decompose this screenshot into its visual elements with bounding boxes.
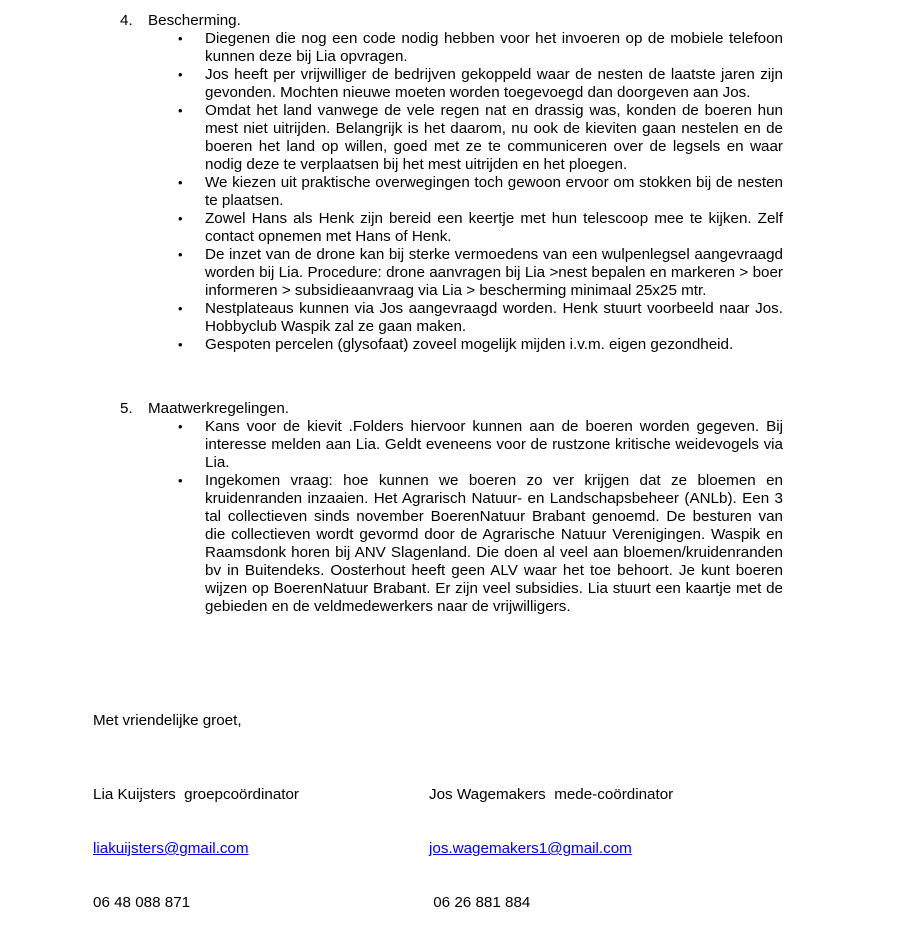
bullet-icon: • [178, 247, 183, 262]
list-item: • De inzet van de drone kan bij sterke vermoedens van een wulpenlegsel aangevraagd worden bij Lia. Procedure: drone aanvragen bij Lia >nest bepalen en markeren > boer informeren > subsidieaanvraag via Lia > bescherming minimaal 25x25 mtr. [178, 246, 783, 299]
bullet-icon: • [178, 301, 183, 316]
contact-phone: 06 48 088 871 [93, 894, 191, 911]
list-item: • Jos heeft per vrijwilliger de bedrijven gekoppeld waar de nesten de laatste jaren zijn gevonden. Mochten nieuwe moeten worden toegevoegd dan doorgeven aan Jos. [178, 66, 783, 101]
bullet-list [120, 30, 783, 354]
section-number: 4. [120, 12, 133, 29]
bullet-icon: • [178, 419, 183, 434]
list-item: • Gespoten percelen (glysofaat) zoveel mogelijk mijden i.v.m. eigen gezondheid. [178, 336, 734, 353]
greeting: Met vriendelijke groet, [93, 712, 242, 729]
bullet-icon: • [178, 103, 183, 118]
list-item: • Kans voor de kievit .Folders hiervoor kunnen aan de boeren worden gegeven. Bij interesse melden aan Lia. Geldt eveneens voor de rustzone kritische weidevogels via Lia. [178, 418, 783, 471]
bullet-icon: • [178, 211, 183, 226]
section-bescherming [120, 12, 783, 354]
contact-phone: 06 26 881 884 [429, 894, 531, 911]
bullet-list [120, 418, 783, 616]
bullet-icon: • [178, 31, 183, 46]
bullet-icon: • [178, 67, 183, 82]
section-maatwerkregelingen [120, 400, 783, 616]
email-link[interactable]: jos.wagemakers1@gmail.com [429, 840, 632, 857]
list-item: • Ingekomen vraag: hoe kunnen we boeren zo ver krijgen dat ze bloemen en kruidenranden inzaaien. Het Agrarisch Natuur- en Landschapsbeheer (ANLb). Een 3 tal collectieven sinds november BoerenNatuur Brabant genoemd. De besturen van die collectieven wordt gevormd door de Agrarische Natuur Verenigingen. Waspik en Raamsdonk horen bij ANV Slagenland. Die doen al veel aan bloemen/kruidenranden bv in Buitendeks. Oosterhout heeft geen ALV waar het toe behoort. Je kunt boeren wijzen op BoerenNatuur Brabant. Er zijn veel subsidies. Lia stuurt een kaartje met de gebieden en de veldmedewerkers naar de vrijwilligers. [178, 472, 783, 615]
contact-name-role: Lia Kuijsters groepcoördinator [93, 786, 299, 803]
bullet-icon: • [178, 175, 183, 190]
section-title: Bescherming. [148, 12, 241, 29]
list-item: • Omdat het land vanwege de vele regen nat en drassig was, konden de boeren hun mest niet uitrijden. Belangrijk is het daarom, nu ook de kieviten gaan nestelen en de boeren het land op willen, goed met ze te communiceren over de legsels en waar nodig deze te verplaatsen bij het mest uitrijden en het ploegen. [178, 102, 783, 173]
contact-jos [429, 750, 673, 948]
section-heading [120, 400, 783, 418]
list-item: • Nestplateaus kunnen via Jos aangevraagd worden. Henk stuurt voorbeeld naar Jos. Hobbyclub Waspik zal ze gaan maken. [178, 300, 783, 335]
bullet-icon: • [178, 337, 183, 352]
list-item: • We kiezen uit praktische overwegingen toch gewoon ervoor om stokken bij de nesten te plaatsen. [178, 174, 783, 209]
section-heading [120, 12, 783, 30]
contact-lia [93, 750, 299, 948]
section-number: 5. [120, 400, 133, 417]
list-item: • Diegenen die nog een code nodig hebben voor het invoeren op de mobiele telefoon kunnen deze bij Lia opvragen. [178, 30, 783, 65]
section-title: Maatwerkregelingen. [148, 400, 289, 417]
email-link[interactable]: liakuijsters@gmail.com [93, 840, 249, 857]
bullet-icon: • [178, 473, 183, 488]
list-item: • Zowel Hans als Henk zijn bereid een keertje met hun telescoop mee te kijken. Zelf contact opnemen met Hans of Henk. [178, 210, 783, 245]
contact-name-role: Jos Wagemakers mede-coördinator [429, 786, 674, 803]
